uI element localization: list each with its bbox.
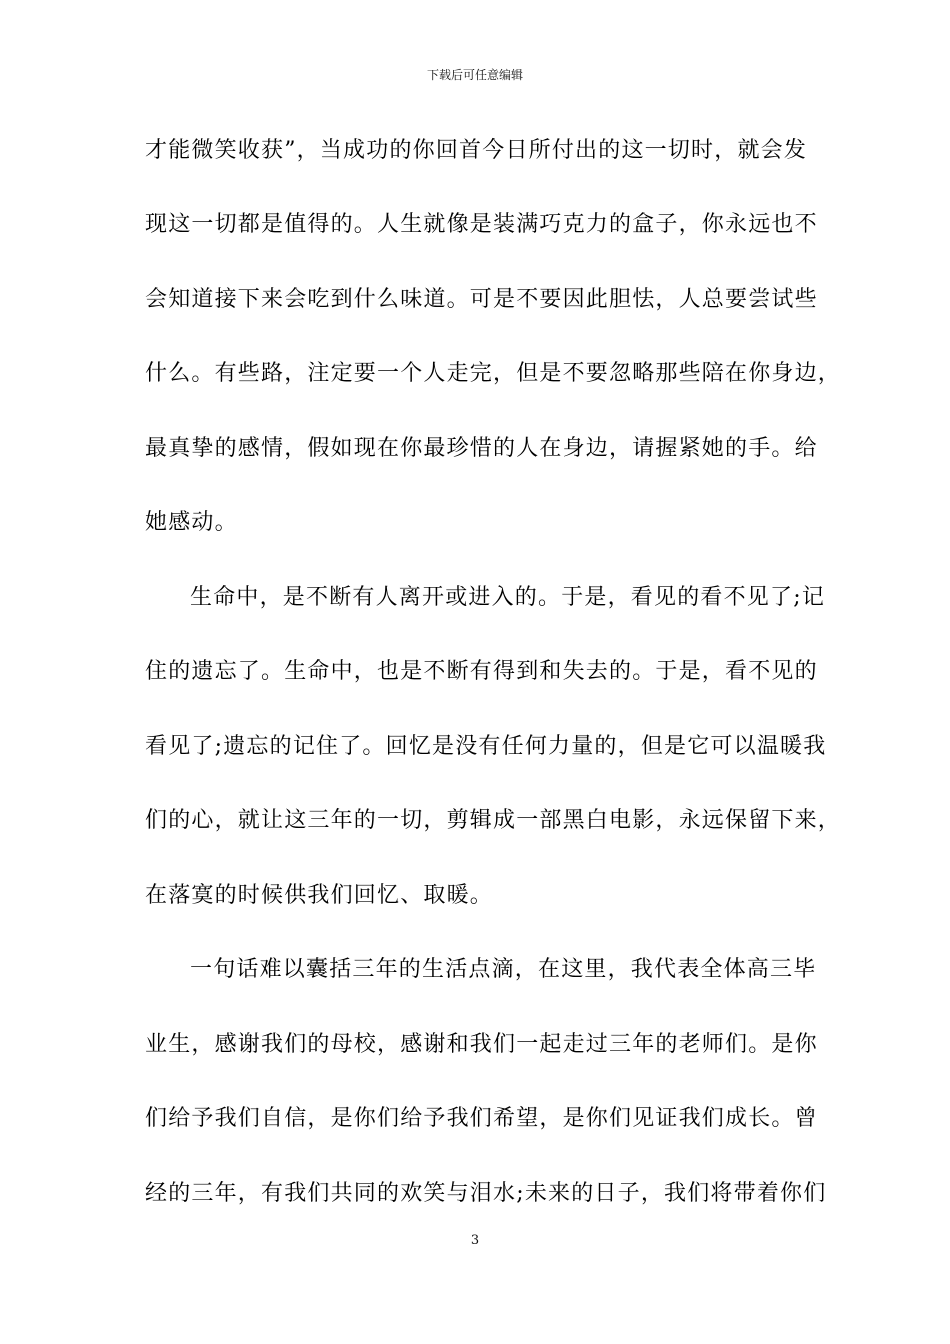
body-line-15: 经的三年，有我们共同的欢笑与泪水;未来的日子，我们将带着你们 [145,1181,827,1206]
body-line-13: 业生，感谢我们的母校，感谢和我们一起走过三年的老师们。是你 [145,1032,818,1057]
body-line-5: 最真挚的感情，假如现在你最珍惜的人在身边，请握紧她的手。给 [145,436,818,461]
body-line-10: 们的心，就让这三年的一切，剪辑成一部黑白电影，永远保留下来， [145,808,842,833]
body-line-6: 她感动。 [145,510,238,535]
body-line-12: 一句话难以囊括三年的生活点滴，在这里，我代表全体高三毕 [190,957,817,982]
body-line-9: 看见了;遗忘的记住了。回忆是没有任何力量的，但是它可以温暖我 [145,734,827,759]
body-line-1: 才能微笑收获”，当成功的你回首今日所付出的这一切时，就会发 [145,138,808,163]
page-number: 3 [470,1233,480,1248]
page-header: 下载后可任意编辑 [426,68,523,82]
body-line-3: 会知道接下来会吃到什么味道。可是不要因此胆怯，人总要尝试些 [145,287,818,312]
body-line-11: 在落寞的时候供我们回忆、取暖。 [145,883,494,908]
body-line-2: 现这一切都是值得的。人生就像是装满巧克力的盒子，你永远也不 [145,212,818,237]
body-line-8: 住的遗忘了。生命中，也是不断有得到和失去的。于是，看不见的 [145,659,818,684]
body-line-4: 什么。有些路，注定要一个人走完，但是不要忽略那些陪在你身边， [145,361,842,386]
body-line-7: 生命中，是不断有人离开或进入的。于是，看见的看不见了;记 [190,585,826,610]
body-line-14: 们给予我们自信，是你们给予我们希望，是你们见证我们成长。曾 [145,1106,818,1131]
